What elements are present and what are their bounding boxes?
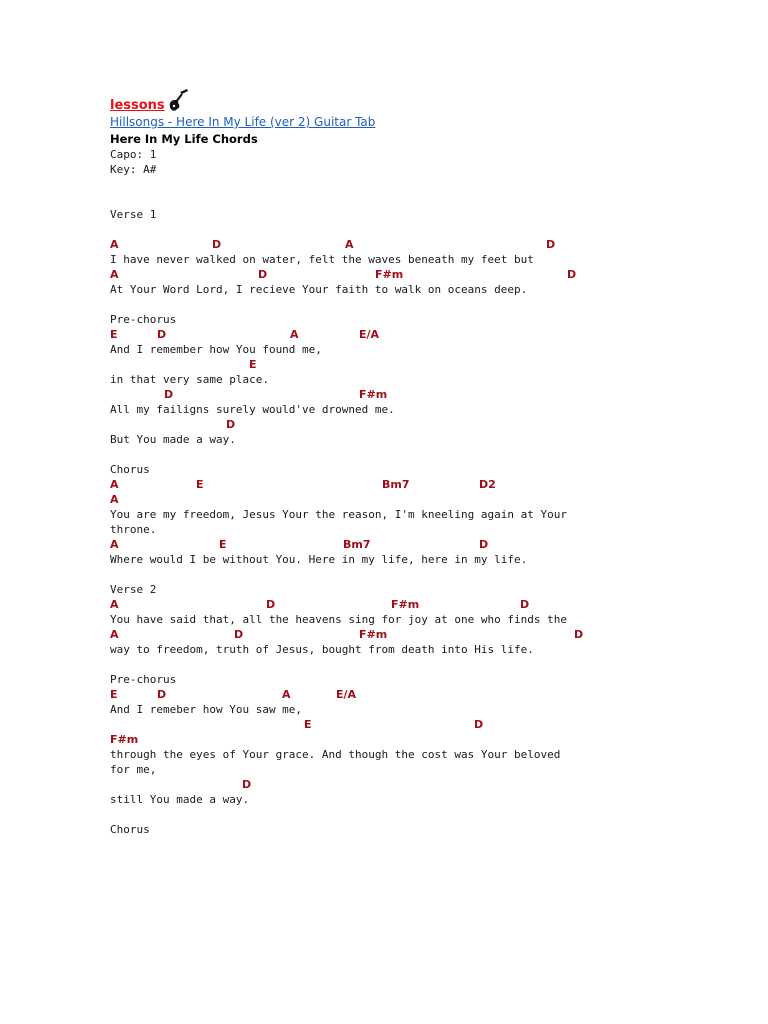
section-label: Pre-chorus [110,313,177,326]
lyric-line: I have never walked on water, felt the waves beneath my feet but [110,253,534,266]
chord: A [110,268,119,281]
chord-line [110,417,710,432]
chord: A [290,328,299,341]
chord-line [110,267,710,282]
chord: D [212,238,222,251]
chord: F#m [391,598,420,611]
chord: E [196,478,204,491]
chord-line [110,237,710,252]
song-sheet [110,94,710,837]
chord: E [110,328,118,341]
lyric-line: throne. [110,523,157,536]
lyric-line: You are my freedom, Jesus Your the reason, I'm kneeling again at Your [110,508,567,521]
section-label: Pre-chorus [110,673,177,686]
chord: E [304,718,312,731]
lyric-line: through the eyes of Your grace. And though the cost was Your beloved [110,748,561,761]
chord: A [345,238,354,251]
chord: D [234,628,244,641]
chord-line [110,627,710,642]
chord: D [474,718,484,731]
lyric-line: At Your Word Lord, I recieve Your faith to walk on oceans deep. [110,283,528,296]
chord: D [242,778,252,791]
lyric-line: in that very same place. [110,373,269,386]
lyric-line: Where would I be without You. Here in my life, here in my life. [110,553,528,566]
song-title: Here In My Life Chords [110,132,258,146]
chord: A [110,493,119,506]
chord-line [110,597,710,612]
chord: D [258,268,268,281]
chord: F#m [359,388,388,401]
chord-line [110,357,710,372]
lyric-line: still You made a way. [110,793,250,806]
section-label: Verse 2 [110,583,157,596]
lyric-line: But You made a way. [110,433,236,446]
section-label: Chorus [110,823,150,836]
chord: D [157,328,167,341]
chord: F#m [375,268,404,281]
chord: D2 [479,478,496,491]
chord: D [567,268,577,281]
chord-line [110,387,710,402]
lyric-line: for me, [110,763,157,776]
guitar-tab-link[interactable]: Hillsongs - Here In My Life (ver 2) Guitar Tab [110,115,376,129]
chord: E/A [336,688,357,701]
chord: D [479,538,489,551]
chord: D [157,688,167,701]
chord-line [110,327,710,342]
chord: A [110,478,119,491]
chord: E [249,358,257,371]
lyric-line: And I remeber how You saw me, [110,703,303,716]
chord: E/A [359,328,380,341]
section-label: Chorus [110,463,150,476]
chord: A [282,688,291,701]
chord: D [164,388,174,401]
chord: D [266,598,276,611]
guitar-icon [168,89,190,113]
chord: Bm7 [343,538,371,551]
lyric-line: And I remember how You found me, [110,343,322,356]
chord: F#m [110,733,139,746]
chord: E [110,688,118,701]
chord: D [574,628,584,641]
key-text: Key: A# [110,163,157,176]
section-label: Verse 1 [110,208,157,221]
chord: D [520,598,530,611]
chord: A [110,628,119,641]
chord: A [110,238,119,251]
chord: F#m [359,628,388,641]
lyric-line: All my failigns surely would've drowned me. [110,403,395,416]
capo-text: Capo: 1 [110,148,157,161]
chord: A [110,598,119,611]
chord: E [219,538,227,551]
chord-line [110,687,710,702]
chord-line [110,732,710,747]
chord-line [110,492,710,507]
chord-line [110,537,710,552]
chord: D [226,418,236,431]
chord: Bm7 [382,478,410,491]
chord-line [110,777,710,792]
lessons-row [110,94,710,114]
chord: A [110,538,119,551]
chord-line [110,477,710,492]
chord: D [546,238,556,251]
lyric-line: way to freedom, truth of Jesus, bought from death into His life. [110,643,534,656]
chord-line [110,717,710,732]
lessons-link[interactable]: lessons [110,98,165,113]
lyric-line: You have said that, all the heavens sing for joy at one who finds the [110,613,567,626]
